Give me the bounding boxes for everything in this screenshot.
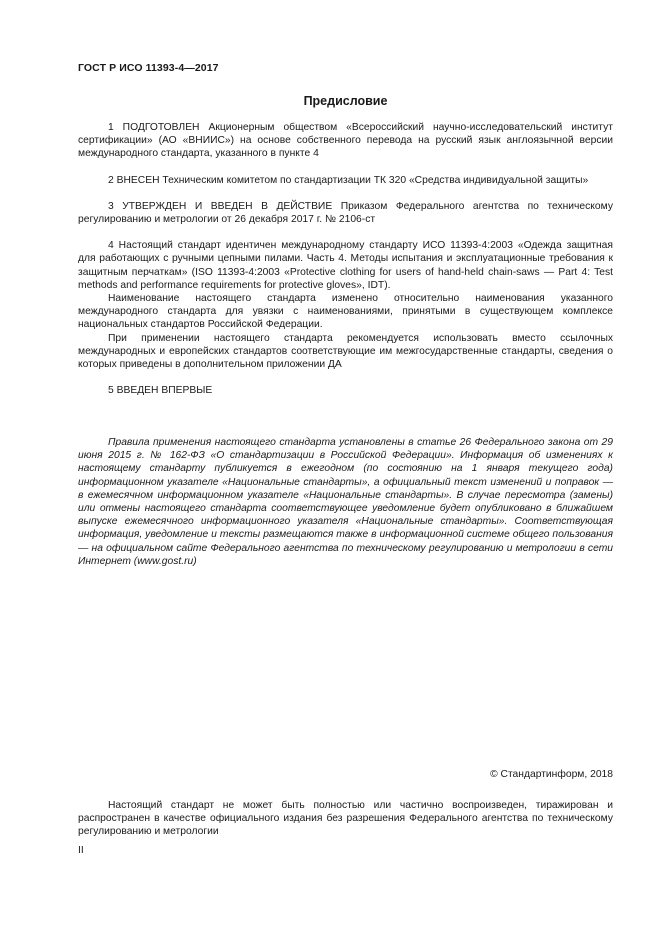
application-rules-notice — [78, 436, 613, 568]
reproduction-text: Настоящий стандарт не может быть полностью или частично воспроизведен, тиражирован и распространен в качестве официального издания без разрешения Федерального агентства по техническому регулированию и метрологии — [78, 800, 613, 838]
notice-text: Правила применения настоящего стандарта установлены в статье 26 Федерального закона от 29 июня 2015 г. № 162-ФЗ «О стандартизации в Российской Федерации». Информация об изменениях к настоящему стандарту публикуется в ежегодном (по состоянию на 1 января текущего года) информационном указателе «Национальные стандарты», а официальный текст изменений и поправок — в ежемесячном информационном указателе «Национальные стандарты». В случае пересмотра (замены) или отмены настоящего стандарта соответствующее уведомление будет опубликовано в ближайшем выпуске ежемесячного информационного указателя «Национальные стандарты». Соответствующая информация, уведомление и тексты размещаются также в информационной системе общего пользования — на официальном сайте Федерального агентства по техническому регулированию и метрологии в сети Интернет (www.gost.ru) — [78, 437, 613, 567]
preface-item-3: 3 УТВЕРЖДЕН И ВВЕДЕН В ДЕЙСТВИЕ Приказом Федерального агентства по техническому регулированию и метрологии от 26 декабря 2017 г. № 2106-ст — [78, 200, 613, 226]
preface-item-4: 4 Настоящий стандарт идентичен международному стандарту ИСО 11393-4:2003 «Одежда защитная для работающих с ручными цепными пилами. Часть 4. Методы испытания и эксплуатационные требования к защитным перчаткам» (ISO 11393-4:2003 «Protective clothing for users of hand-held chain-saws — Part 4: Test methods and performance requirements for protective gloves», IDT). — [78, 240, 613, 291]
page-number: II — [78, 845, 84, 856]
preface-item-2: 2 ВНЕСЕН Техническим комитетом по стандартизации ТК 320 «Средства индивидуальной защиты» — [108, 174, 589, 186]
preface-item-5: 5 ВВЕДЕН ВПЕРВЫЕ — [108, 385, 213, 397]
preface-title: Предисловие — [303, 94, 388, 108]
copyright-line: © Стандартинформ, 2018 — [490, 769, 613, 780]
preface-body — [78, 121, 613, 397]
reproduction-notice — [78, 799, 613, 839]
preface-item-1: 1 ПОДГОТОВЛЕН Акционерным обществом «Всероссийский научно-исследовательский институт сертификации» (АО «ВНИИС») на основе собственного перевода на русский язык англоязычной версии международного стандарта, указанного в пункте 4 — [78, 122, 613, 160]
document-code: ГОСТ Р ИСО 11393-4—2017 — [78, 62, 219, 74]
preface-item-4-rename-note: Наименование настоящего стандарта изменено относительно наименования указанного международного стандарта для увязки с наименованиями, принятыми в существующем комплексе национальных стандартов Российской Федерации. — [78, 293, 613, 331]
preface-item-4-references-note: При применении настоящего стандарта рекомендуется использовать вместо ссылочных международных и европейских стандартов соответствующие им межгосударственные стандарты, сведения о которых приведены в дополнительном приложении ДА — [78, 332, 613, 371]
